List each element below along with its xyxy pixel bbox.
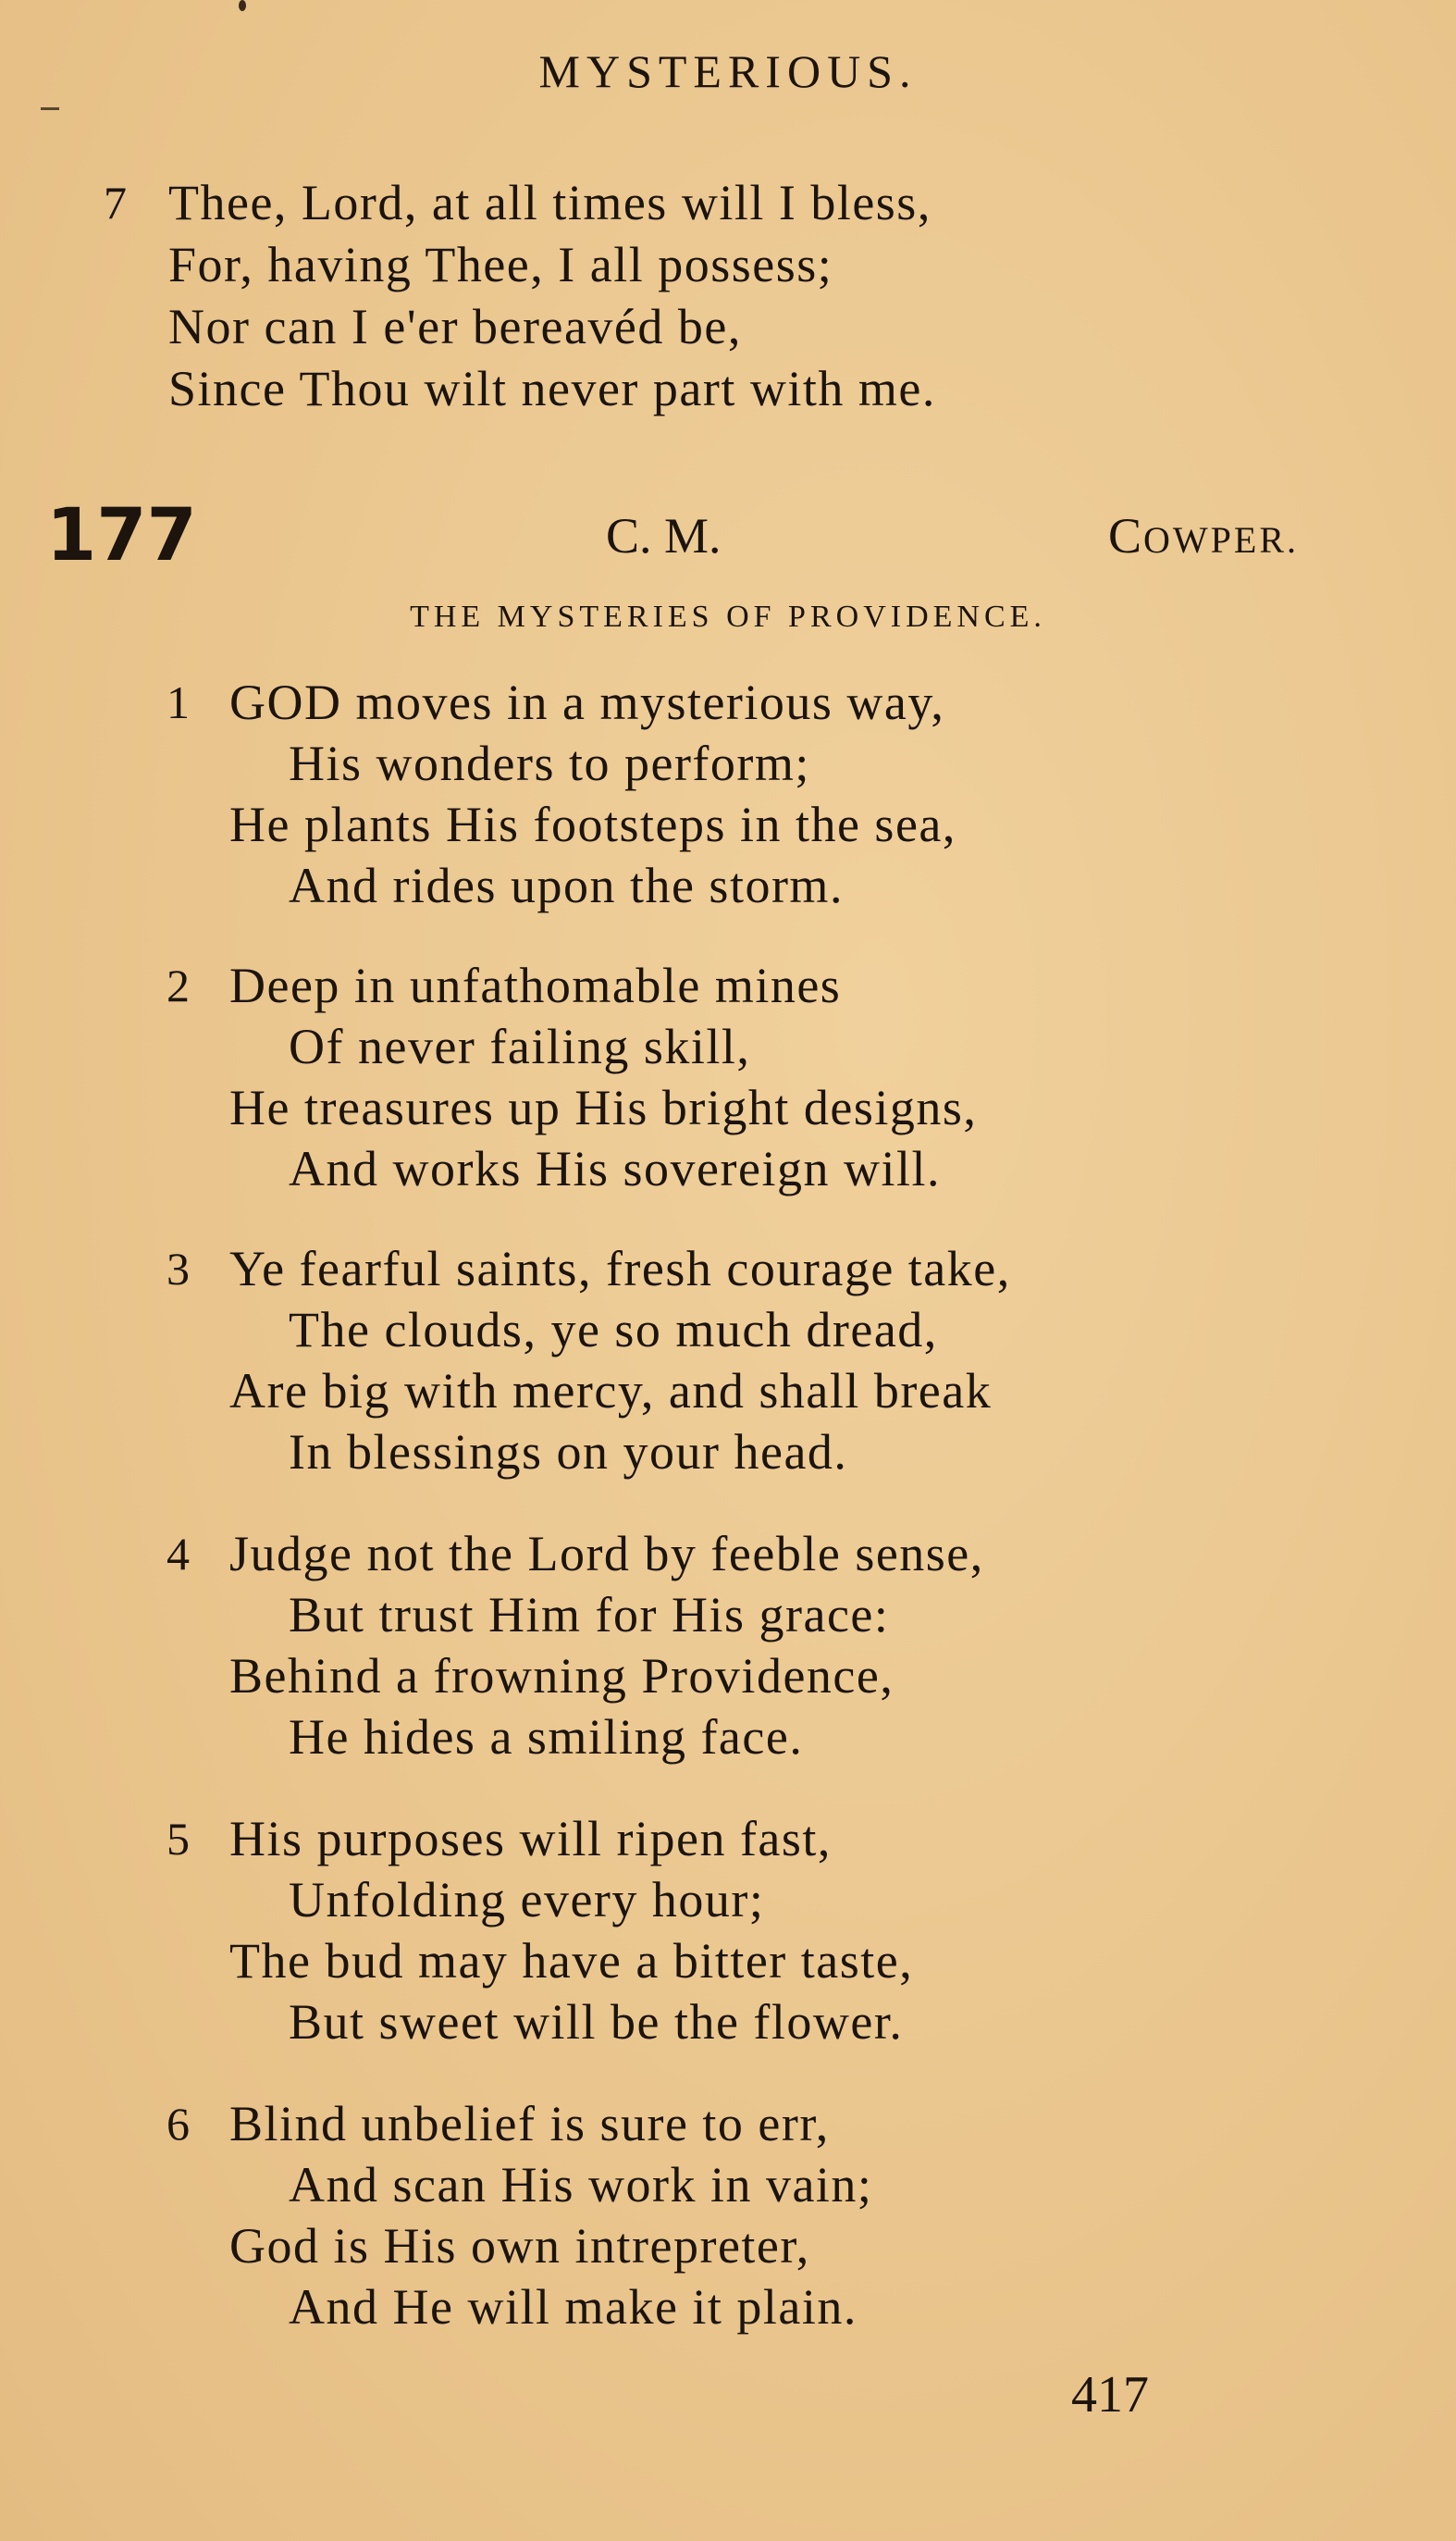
stanza-number: 6 [167, 2098, 190, 2150]
verse-line: The bud may have a bitter taste, [229, 1933, 914, 1989]
verse-line: He hides a smiling face. [289, 1709, 804, 1765]
verse-line: For, having Thee, I all possess; [168, 237, 833, 292]
running-head: MYSTERIOUS. [538, 45, 918, 97]
hymn-title: THE MYSTERIES OF PROVIDENCE. [410, 600, 1046, 634]
verse-line: Of never failing skill, [289, 1019, 751, 1074]
hymn-number: 177 [46, 494, 197, 577]
author-rest: OWPER. [1143, 519, 1299, 561]
verse-line: And rides upon the storm. [289, 858, 844, 913]
stanza-number: 1 [167, 676, 190, 728]
verse-line: Ye fearful saints, fresh courage take, [229, 1241, 1011, 1296]
stanza-number: 7 [104, 177, 127, 229]
stanza-number: 2 [167, 960, 190, 1011]
verse-line: Thee, Lord, at all times will I bless, [168, 175, 932, 230]
page-number: 417 [1071, 2366, 1149, 2423]
hymn-author [1107, 508, 1299, 564]
verse-line: And He will make it plain. [289, 2279, 858, 2335]
author-initial: C [1107, 508, 1143, 564]
print-mark [41, 107, 59, 110]
verse-line: And works His sovereign will. [289, 1141, 941, 1196]
verse-line: And scan His work in vain; [289, 2157, 873, 2213]
verse-line: The clouds, ye so much dread, [289, 1302, 938, 1357]
stanza-number: 5 [167, 1813, 190, 1865]
verse-line: His purposes will ripen fast, [229, 1811, 832, 1866]
print-mark [239, 0, 246, 11]
verse-line: In blessings on your head. [289, 1424, 848, 1480]
verse-line: Unfolding every hour; [289, 1872, 765, 1927]
verse-line: Blind unbelief is sure to err, [229, 2096, 830, 2151]
verse-line: Judge not the Lord by feeble sense, [229, 1526, 984, 1581]
verse-line: God is His own intrepreter, [229, 2218, 810, 2274]
verse-line: But sweet will be the flower. [289, 1994, 904, 2050]
verse-line: His wonders to perform; [289, 736, 810, 791]
hymn-meter: C. M. [606, 508, 722, 564]
verse-line: He treasures up His bright designs, [229, 1080, 978, 1135]
verse-line: Nor can I e'er bereavéd be, [168, 299, 742, 354]
stanza-number: 4 [167, 1528, 190, 1580]
stanza-number: 3 [167, 1243, 190, 1295]
verse-line: Behind a frowning Providence, [229, 1648, 895, 1704]
verse-line: GOD moves in a mysterious way, [229, 675, 945, 730]
verse-line: Since Thou wilt never part with me. [168, 361, 936, 416]
verse-line: He plants His footsteps in the sea, [229, 797, 956, 852]
verse-line: Deep in unfathomable mines [229, 958, 842, 1013]
verse-line: But trust Him for His grace: [289, 1587, 890, 1642]
verse-line: Are big with mercy, and shall break [229, 1363, 993, 1419]
